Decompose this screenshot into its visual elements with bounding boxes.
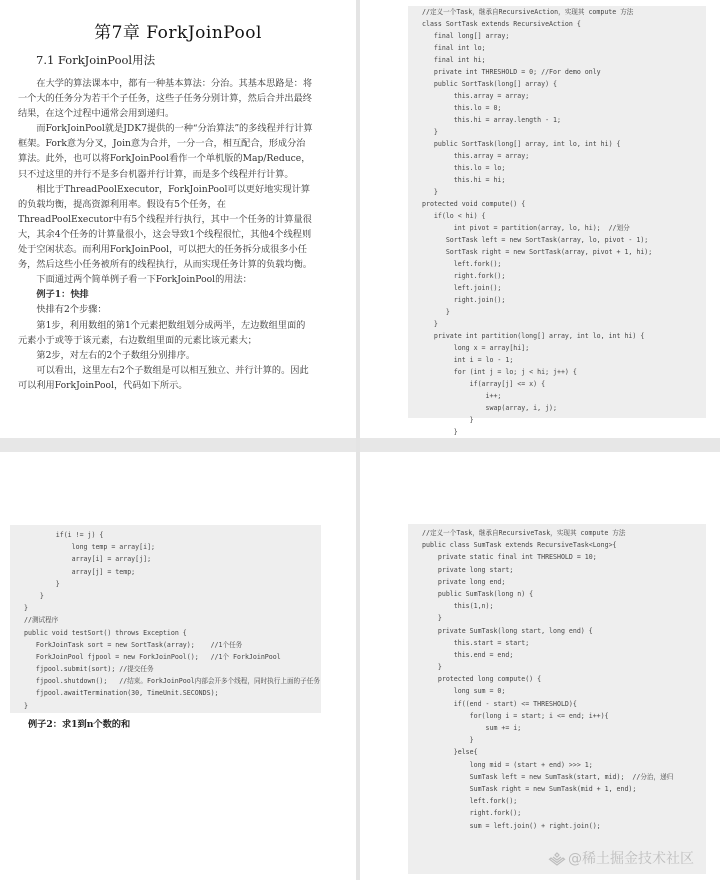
code-line: }: [422, 320, 438, 328]
code-line: left.fork();: [422, 797, 518, 806]
page-1: [0, 0, 356, 438]
code-line: int i = lo - 1;: [422, 356, 514, 364]
paragraph: 而ForkJoinPool就是JDK7提供的一种“分治算法”的多线程并行计算框架。Fork意为分叉，Join意为合并，一分一合，相互配合，形成分治算法。此外，也可以将ForkJoinPool看作一个单机版的Map/Reduce，只不过这里的并行不是多台机器并行计算，而是多个线程并行计算。: [18, 123, 313, 180]
code-line: right.fork();: [422, 809, 522, 818]
code-line: public class SumTask extends RecursiveTask<Long>{: [422, 541, 617, 550]
code-line: this.array = array;: [422, 152, 530, 160]
code-line: class SortTask extends RecursiveAction {: [422, 20, 581, 28]
example-2-heading: 例子2：求1到n个数的和: [28, 719, 131, 730]
code-line: ForkJoinTask sort = new SortTask(array); //1个任务: [24, 640, 243, 649]
code-line: private SumTask(long start, long end) {: [422, 626, 593, 635]
code-line: sum = left.join() + right.join();: [422, 821, 601, 830]
code-line: }: [24, 701, 28, 710]
page-4: [360, 452, 720, 880]
code-line: private long end;: [422, 577, 506, 586]
body-text: [18, 76, 314, 393]
code-line: fjpool.shutdown(); //结束。ForkJoinPool内部会开多个线程，同时执行上面的子任务: [24, 677, 320, 686]
code-line: }: [422, 416, 474, 424]
code-line: public SortTask(long[] array) {: [422, 80, 557, 88]
code-line: i++;: [422, 392, 502, 400]
code-line: fjpool.awaitTermination(30, TimeUnit.SECONDS);: [24, 689, 219, 698]
code-line: SortTask left = new SortTask(array, lo, pivot - 1);: [422, 236, 649, 244]
code-line: ForkJoinPool fjpool = new ForkJoinPool(); //1个 ForkJoinPool: [24, 652, 281, 661]
code-line: }: [422, 736, 474, 745]
code-line: if(i != j) {: [24, 531, 104, 539]
code-line: left.join();: [422, 284, 502, 292]
paragraph: 在大学的算法课本中，都有一种基本算法：分治。其基本思路是：将一个大的任务分为若干个子任务，这些子任务分别计算，然后合并出最终结果，在这个过程中通常会用到递归。: [18, 78, 313, 120]
code-line: }: [422, 663, 442, 672]
paragraph: 下面通过两个简单例子看一下ForkJoinPool的用法：: [36, 274, 252, 286]
code-line: }else{: [422, 748, 478, 757]
code-line: this.end = end;: [422, 650, 514, 659]
code-line: swap(array, i, j);: [422, 404, 557, 412]
code-line: private static final int THRESHOLD = 10;: [422, 553, 597, 562]
code-line: int pivot = partition(array, lo, hi); //划分: [422, 224, 630, 232]
code-line: array[i] = array[j];: [24, 555, 152, 564]
code-line: final int hi;: [422, 56, 486, 64]
code-line: long temp = array[i];: [24, 543, 156, 552]
code-line: private long start;: [422, 565, 514, 574]
code-line: }: [24, 604, 28, 613]
page-2: [360, 0, 720, 438]
code-line: }: [422, 308, 450, 316]
code-line: }: [422, 614, 442, 623]
code-line: if((end - start) <= THRESHOLD){: [422, 699, 577, 708]
code-line: for(long i = start; i <= end; i++){: [422, 711, 609, 720]
code-line: final int lo;: [422, 44, 486, 52]
juejin-logo-icon: [549, 852, 565, 866]
watermark: [549, 848, 694, 868]
section-title: 7.1 ForkJoinPool用法: [36, 53, 156, 67]
code-line: this.array = array;: [422, 92, 530, 100]
code-line: final long[] array;: [422, 32, 510, 40]
code-line: this.hi = array.length - 1;: [422, 116, 561, 124]
code-line: public SumTask(long n) {: [422, 589, 534, 598]
code-line: //测试程序: [24, 616, 59, 625]
page-separator-horizontal: [0, 438, 720, 452]
code-line: }: [24, 591, 44, 600]
chapter-title: 第7章 ForkJoinPool: [94, 23, 262, 43]
code-line: long mid = (start + end) >>> 1;: [422, 760, 593, 769]
code-line: array[j] = temp;: [24, 567, 136, 576]
code-line: SumTask left = new SumTask(start, mid); //分治，递归: [422, 772, 674, 781]
code-line: protected void compute() {: [422, 200, 526, 208]
code-line: if(lo < hi) {: [422, 212, 486, 220]
example-heading: 例子1：快排: [36, 289, 89, 301]
code-line: SortTask right = new SortTask(array, pivot + 1, hi);: [422, 248, 653, 256]
code-line: private int THRESHOLD = 0; //For demo only: [422, 68, 601, 76]
code-line: sum += i;: [422, 724, 522, 732]
code-line: //定义一个Task，继承自RecursiveTask，实现其 compute 方法: [422, 529, 626, 537]
code-line: right.fork();: [422, 272, 506, 280]
code-line: long sum = 0;: [422, 687, 506, 696]
code-line: protected long compute() {: [422, 675, 542, 684]
code-block-testsort: [10, 525, 321, 713]
paragraph: 相比于ThreadPoolExecutor，ForkJoinPool可以更好地实现计算的负载均衡，提高资源利用率。假设有5个任务，在ThreadPoolExecutor中有5个线程并行执行，其中一个任务的计算量很大，其余4个任务的计算量很小，这会导致1个线程很忙，其他4个线程则处于空闲状态。而利用ForkJoinPool，可以把大的任务拆分成很多小任务，然后这些小任务被所有的线程执行，从而实现任务计算的负载均衡。: [18, 183, 312, 271]
code-line: fjpool.submit(sort); //提交任务: [24, 665, 154, 674]
paragraph: 可以看出，这里左右2个子数组是可以相互独立、并行计算的。因此可以利用ForkJoinPool，代码如下所示。: [18, 364, 309, 391]
code-line: if(array[j] <= x) {: [422, 380, 546, 388]
code-line: this.start = start;: [422, 638, 530, 647]
paragraph: 第1步，利用数组的第1个元素把数组划分成两半，左边数组里面的元素小于或等于该元素，右边数组里面的元素比该元素大；: [18, 319, 306, 346]
code-line: }: [422, 128, 438, 136]
paragraph: 快排有2个步骤：: [36, 304, 107, 316]
page-3: [0, 452, 356, 880]
code-line: left.fork();: [422, 260, 502, 268]
code-line: }: [422, 428, 458, 436]
code-line: SumTask right = new SumTask(mid + 1, end);: [422, 784, 637, 793]
code-line: //定义一个Task，继承自RecursiveAction，实现其 compute 方法: [422, 8, 634, 16]
paragraph: 第2步，对左右的2个子数组分别排序。: [36, 349, 196, 361]
code-line: }: [24, 579, 60, 588]
code-line: long x = array[hi];: [422, 344, 530, 352]
watermark-text: @稀土掘金技术社区: [568, 851, 694, 867]
code-block-sorttask: [408, 6, 706, 436]
code-line: this.lo = lo;: [422, 164, 506, 172]
code-line: private int partition(long[] array, int lo, int hi) {: [422, 332, 645, 340]
code-block-sumtask: [408, 524, 706, 874]
code-line: this.lo = 0;: [422, 104, 502, 112]
code-line: public SortTask(long[] array, int lo, int hi) {: [422, 140, 621, 148]
code-line: right.join();: [422, 296, 506, 304]
code-line: public void testSort() throws Exception {: [24, 628, 187, 637]
code-line: this(1,n);: [422, 602, 494, 611]
code-line: for (int j = lo; j < hi; j++) {: [422, 368, 577, 376]
code-line: }: [422, 188, 438, 196]
code-line: this.hi = hi;: [422, 176, 506, 184]
